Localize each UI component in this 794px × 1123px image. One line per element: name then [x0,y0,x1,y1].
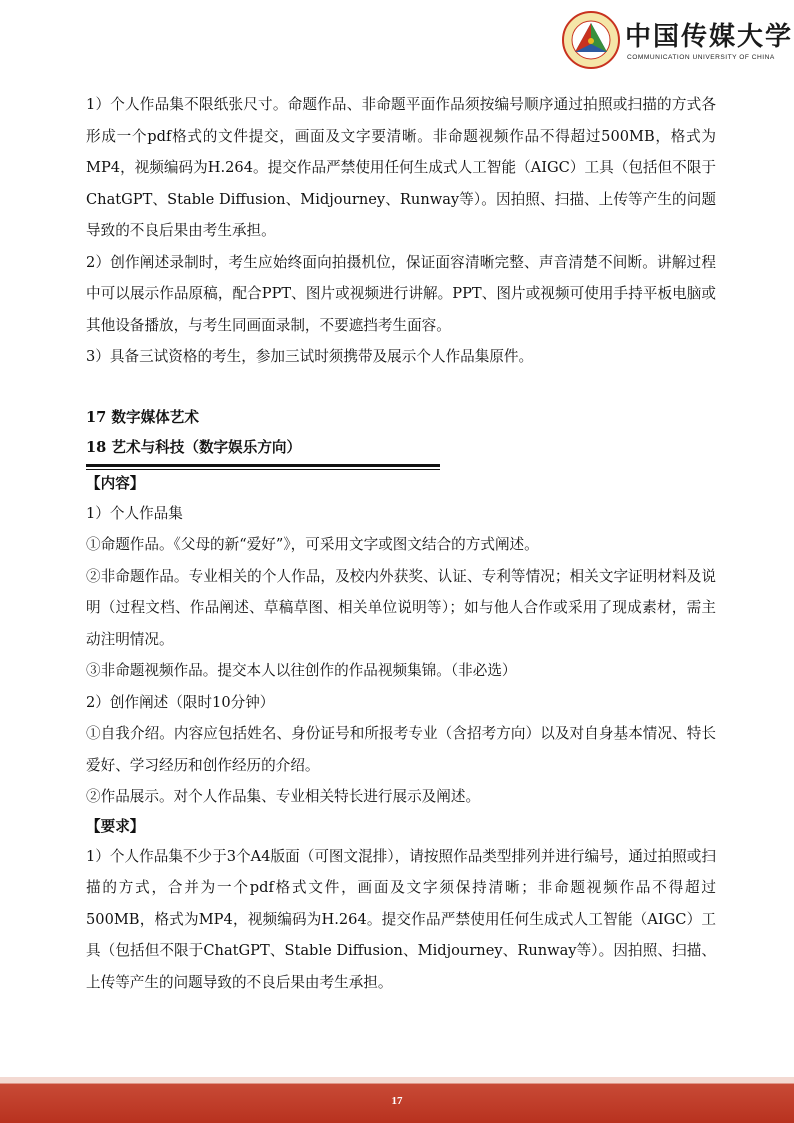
university-name-cn: 中国传媒大学 [625,22,794,52]
university-seal-icon [561,10,621,70]
list-item: ③非命题视频作品。提交本人以往创作的作品视频集锦。（非必选） [86,662,517,679]
section-heading-18: 18 艺术与科技（数字娱乐方向） [86,438,302,456]
footer-divider [0,1077,794,1083]
page-number: 17 [391,1095,403,1107]
list-item: 2）创作阐述（限时10分钟） [86,693,275,711]
paragraph: 3）具备三试资格的考生，参加三试时须携带及展示个人作品集原件。 [86,348,534,365]
list-item: ②作品展示。对个人作品集、专业相关特长进行展示及阐述。 [86,788,481,805]
requirements-tag: 【要求】 [86,817,145,835]
page-footer [0,1077,794,1123]
page-content [86,89,716,998]
list-item: ②非命题作品。专业相关的个人作品，及校内外获奖、认证、专利等情况；相关文字证明材料及说明（过程文档、作品阐述、草稿草图、相关单位说明等）；如与他人合作或采用了现成素材，需主动注明情况。 [86,567,716,648]
content-tag: 【内容】 [86,474,145,492]
list-item: ①自我介绍。内容应包括姓名、身份证号和所报考专业（含招考方向）以及对自身基本情况、特长爱好、学习经历和创作经历的介绍。 [86,725,716,774]
list-item: 1）个人作品集不少于3个A4版面（可图文混排），请按照作品类型排列并进行编号，通过拍照或扫描的方式，合并为一个pdf格式文件，画面及文字须保持清晰；非命题视频作品不得超过500MB，格式为MP4，视频编码为H.264。提交作品严禁使用任何生成式人工智能（AIGC）工具（包括但不限于ChatGPT、Stable Diffusion、Midjourney、Runway等）。因拍照、扫描、上传等产生的问题导致的不良后果由考生承担。 [86,847,716,991]
section-heading-17: 17 数字媒体艺术 [86,408,199,426]
paragraph: 1）个人作品集不限纸张尺寸。命题作品、非命题平面作品须按编号顺序通过拍照或扫描的方式各形成一个pdf格式的文件提交，画面及文字要清晰。非命题视频作品不得超过500MB，格式为MP4，视频编码为H.264。提交作品严禁使用任何生成式人工智能（AIGC）工具（包括但不限于ChatGPT、Stable Diffusion、Midjourney、Runway等）。因拍照、扫描、上传等产生的问题导致的不良后果由考生承担。 [86,96,716,239]
university-name-en: COMMUNICATION UNIVERSITY OF CHINA [627,54,775,61]
list-item: ①命题作品。《父母的新“爱好”》，可采用文字或图文结合的方式阐述。 [86,536,539,553]
list-item: 1）个人作品集 [86,504,183,522]
university-logo [561,10,794,70]
paragraph: 2）创作阐述录制时，考生应始终面向拍摄机位，保证面容清晰完整、声音清楚不间断。讲解过程中可以展示作品原稿，配合PPT、图片或视频进行讲解。PPT、图片或视频可使用手持平板电脑或其他设备播放，与考生同画面录制，不要遮挡考生面容。 [86,253,716,334]
